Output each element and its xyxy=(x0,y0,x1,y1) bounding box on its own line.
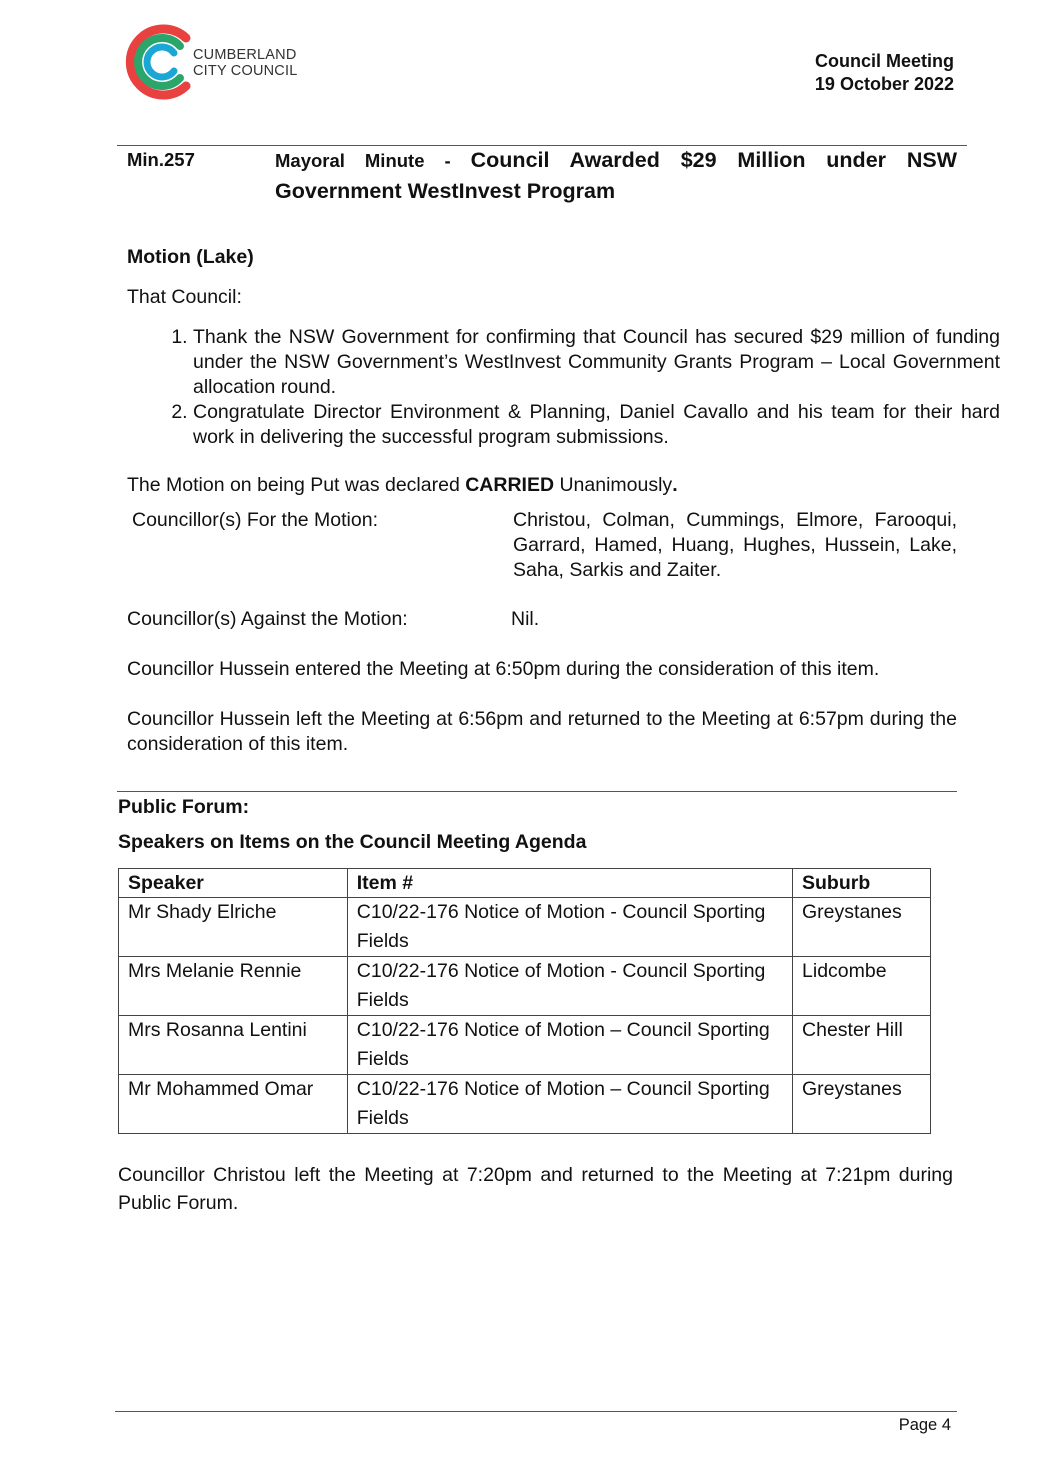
logo-wordmark xyxy=(193,47,297,79)
motion-result-word: CARRIED xyxy=(465,474,555,496)
attendance-note-2: Councillor Hussein left the Meeting at 6:56pm and returned to the Meeting at 6:57pm during the consideration of this item. xyxy=(127,708,957,755)
minute-title-block xyxy=(275,146,957,208)
table-header-row xyxy=(119,869,931,898)
attendance-note-1: Councillor Hussein entered the Meeting at 6:50pm during the consideration of this item. xyxy=(127,658,880,680)
speakers-table xyxy=(118,868,931,1134)
logo-line-2: CITY COUNCIL xyxy=(193,63,298,79)
council-logo-mark-icon xyxy=(120,20,200,104)
speaker-cell: Mrs Melanie Rennie xyxy=(119,957,348,1016)
motion-result-suffix: Unanimously xyxy=(554,474,673,496)
speaker-cell: Mr Mohammed Omar xyxy=(119,1075,348,1134)
item-cell: C10/22-176 Notice of Motion – Council Sporting Fields xyxy=(347,1075,792,1134)
column-header-suburb: Suburb xyxy=(793,869,931,898)
suburb-cell: Chester Hill xyxy=(793,1016,931,1075)
motion-result-prefix: The Motion on being Put was declared xyxy=(127,474,466,496)
item-cell: C10/22-176 Notice of Motion – Council Sporting Fields xyxy=(347,1016,792,1075)
against-names: Nil. xyxy=(511,608,540,630)
column-header-item: Item # xyxy=(347,869,792,898)
for-label: Councillor(s) For the Motion: xyxy=(132,509,378,531)
table-row xyxy=(119,1075,931,1134)
motion-result-end: . xyxy=(672,474,678,496)
meeting-info xyxy=(815,50,954,96)
logo-line-1: CUMBERLAND xyxy=(193,47,297,63)
minute-title-prefix: Mayoral Minute - xyxy=(275,150,471,171)
section-divider xyxy=(117,791,957,792)
motion-list xyxy=(150,325,1000,450)
minute-title: Council Awarded $29 Million under NSW Government WestInvest Program xyxy=(275,148,957,203)
table-row xyxy=(119,957,931,1016)
column-header-speaker: Speaker xyxy=(119,869,348,898)
page-number: Page 4 xyxy=(898,1416,951,1434)
item-cell: C10/22-176 Notice of Motion - Council Sporting Fields xyxy=(347,957,792,1016)
motion-result xyxy=(127,473,678,498)
motion-intro: That Council: xyxy=(127,286,242,308)
table-row xyxy=(119,898,931,957)
meeting-title: Council Meeting xyxy=(815,51,954,71)
for-names: Christou, Colman, Cummings, Elmore, Farooqui, Garrard, Hamed, Huang, Hughes, Hussein, Lake, Saha, Sarkis and Zaiter. xyxy=(513,509,957,581)
public-forum-note: Councillor Christou left the Meeting at 7:20pm and returned to the Meeting at 7:21pm during Public Forum. xyxy=(118,1164,953,1214)
public-forum-subheading: Speakers on Items on the Council Meeting Agenda xyxy=(118,831,587,853)
public-forum-heading: Public Forum: xyxy=(118,796,250,818)
suburb-cell: Greystanes xyxy=(793,898,931,957)
motion-item: 2. Congratulate Director Environment & Planning, Daniel Cavallo and his team for their hard work in delivering the successful program submissions. xyxy=(193,400,1000,450)
suburb-cell: Greystanes xyxy=(793,1075,931,1134)
item-cell: C10/22-176 Notice of Motion - Council Sporting Fields xyxy=(347,898,792,957)
motion-heading: Motion (Lake) xyxy=(127,246,254,268)
suburb-cell: Lidcombe xyxy=(793,957,931,1016)
minute-number: Min.257 xyxy=(127,149,195,170)
motion-item: 1. Thank the NSW Government for confirming that Council has secured $29 million of funding under the NSW Government’s WestInvest Community Grants Program – Local Government allocation round. xyxy=(193,325,1000,400)
meeting-date: 19 October 2022 xyxy=(814,74,954,94)
table-row xyxy=(119,1016,931,1075)
speaker-cell: Mrs Rosanna Lentini xyxy=(119,1016,348,1075)
against-label: Councillor(s) Against the Motion: xyxy=(127,608,408,630)
speaker-cell: Mr Shady Elriche xyxy=(119,898,348,957)
footer-divider xyxy=(115,1411,957,1412)
